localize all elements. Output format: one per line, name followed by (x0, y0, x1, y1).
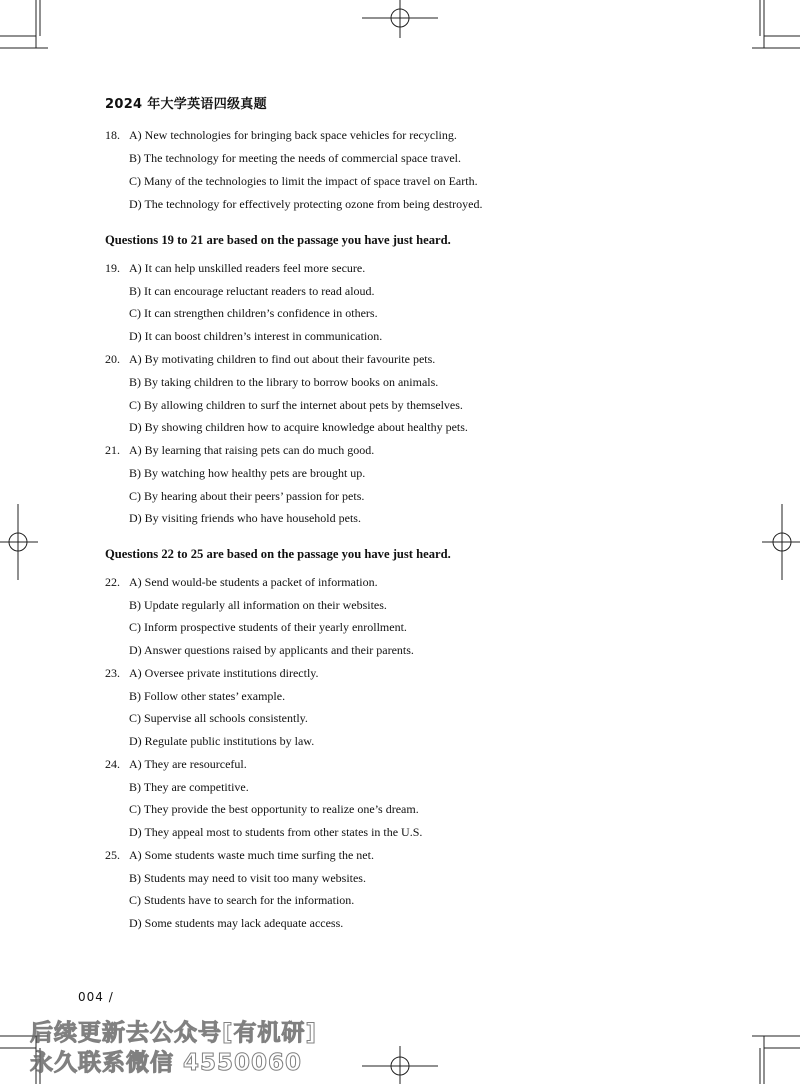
option-d: D) They appeal most to students from other states in the U.S. (129, 825, 423, 839)
option-d: D) The technology for effectively protecting ozone from being destroyed. (129, 197, 483, 211)
question-number: 25. (105, 848, 120, 862)
option-d: D) It can boost children’s interest in communication. (129, 329, 383, 343)
section-heading-19-21: Questions 19 to 21 are based on the passage you have just heard. (105, 233, 451, 247)
option-d: D) By visiting friends who have household pets. (129, 511, 361, 525)
question-number: 22. (105, 575, 120, 589)
option-a: A) It can help unskilled readers feel more secure. (129, 261, 366, 275)
option-a: A) Oversee private institutions directly. (129, 666, 319, 680)
running-head: 2024 年大学英语四级真题 (105, 97, 267, 112)
option-b: B) By watching how healthy pets are brought up. (129, 466, 366, 480)
question-number: 20. (105, 352, 120, 366)
watermark-line-1: 后续更新去公众号[有机研] (30, 1020, 318, 1046)
option-b: B) By taking children to the library to borrow books on animals. (129, 375, 439, 389)
option-c: C) Many of the technologies to limit the impact of space travel on Earth. (129, 174, 478, 188)
option-a: A) Some students waste much time surfing the net. (129, 848, 374, 862)
option-c: C) By allowing children to surf the internet about pets by themselves. (129, 398, 463, 412)
option-a: A) Send would-be students a packet of information. (129, 575, 378, 589)
option-d: D) Some students may lack adequate access. (129, 916, 344, 930)
option-c: C) It can strengthen children’s confidence in others. (129, 306, 378, 320)
question-number: 21. (105, 443, 120, 457)
question-number: 23. (105, 666, 120, 680)
option-d: D) Answer questions raised by applicants and their parents. (129, 643, 414, 657)
watermark-line-2: 永久联系微信 4550060 (30, 1050, 303, 1076)
option-c: C) Supervise all schools consistently. (129, 711, 308, 725)
page-number: 004 / (78, 990, 114, 1004)
option-a: A) They are resourceful. (129, 757, 247, 771)
question-number: 18. (105, 128, 120, 142)
question-number: 24. (105, 757, 120, 771)
option-a: A) By motivating children to find out about their favourite pets. (129, 352, 436, 366)
option-b: B) The technology for meeting the needs of commercial space travel. (129, 151, 461, 165)
option-b: B) Follow other states’ example. (129, 689, 286, 703)
option-a: A) New technologies for bringing back space vehicles for recycling. (129, 128, 457, 142)
option-c: C) Inform prospective students of their yearly enrollment. (129, 620, 407, 634)
option-d: D) Regulate public institutions by law. (129, 734, 315, 748)
option-b: B) They are competitive. (129, 780, 249, 794)
option-b: B) Update regularly all information on their websites. (129, 598, 387, 612)
option-d: D) By showing children how to acquire knowledge about healthy pets. (129, 420, 468, 434)
question-number: 19. (105, 261, 120, 275)
option-b: B) It can encourage reluctant readers to read aloud. (129, 284, 375, 298)
option-b: B) Students may need to visit too many websites. (129, 871, 366, 885)
option-c: C) By hearing about their peers’ passion for pets. (129, 489, 365, 503)
option-c: C) Students have to search for the information. (129, 893, 355, 907)
section-heading-22-25: Questions 22 to 25 are based on the passage you have just heard. (105, 547, 451, 561)
option-c: C) They provide the best opportunity to realize one’s dream. (129, 802, 419, 816)
option-a: A) By learning that raising pets can do much good. (129, 443, 375, 457)
